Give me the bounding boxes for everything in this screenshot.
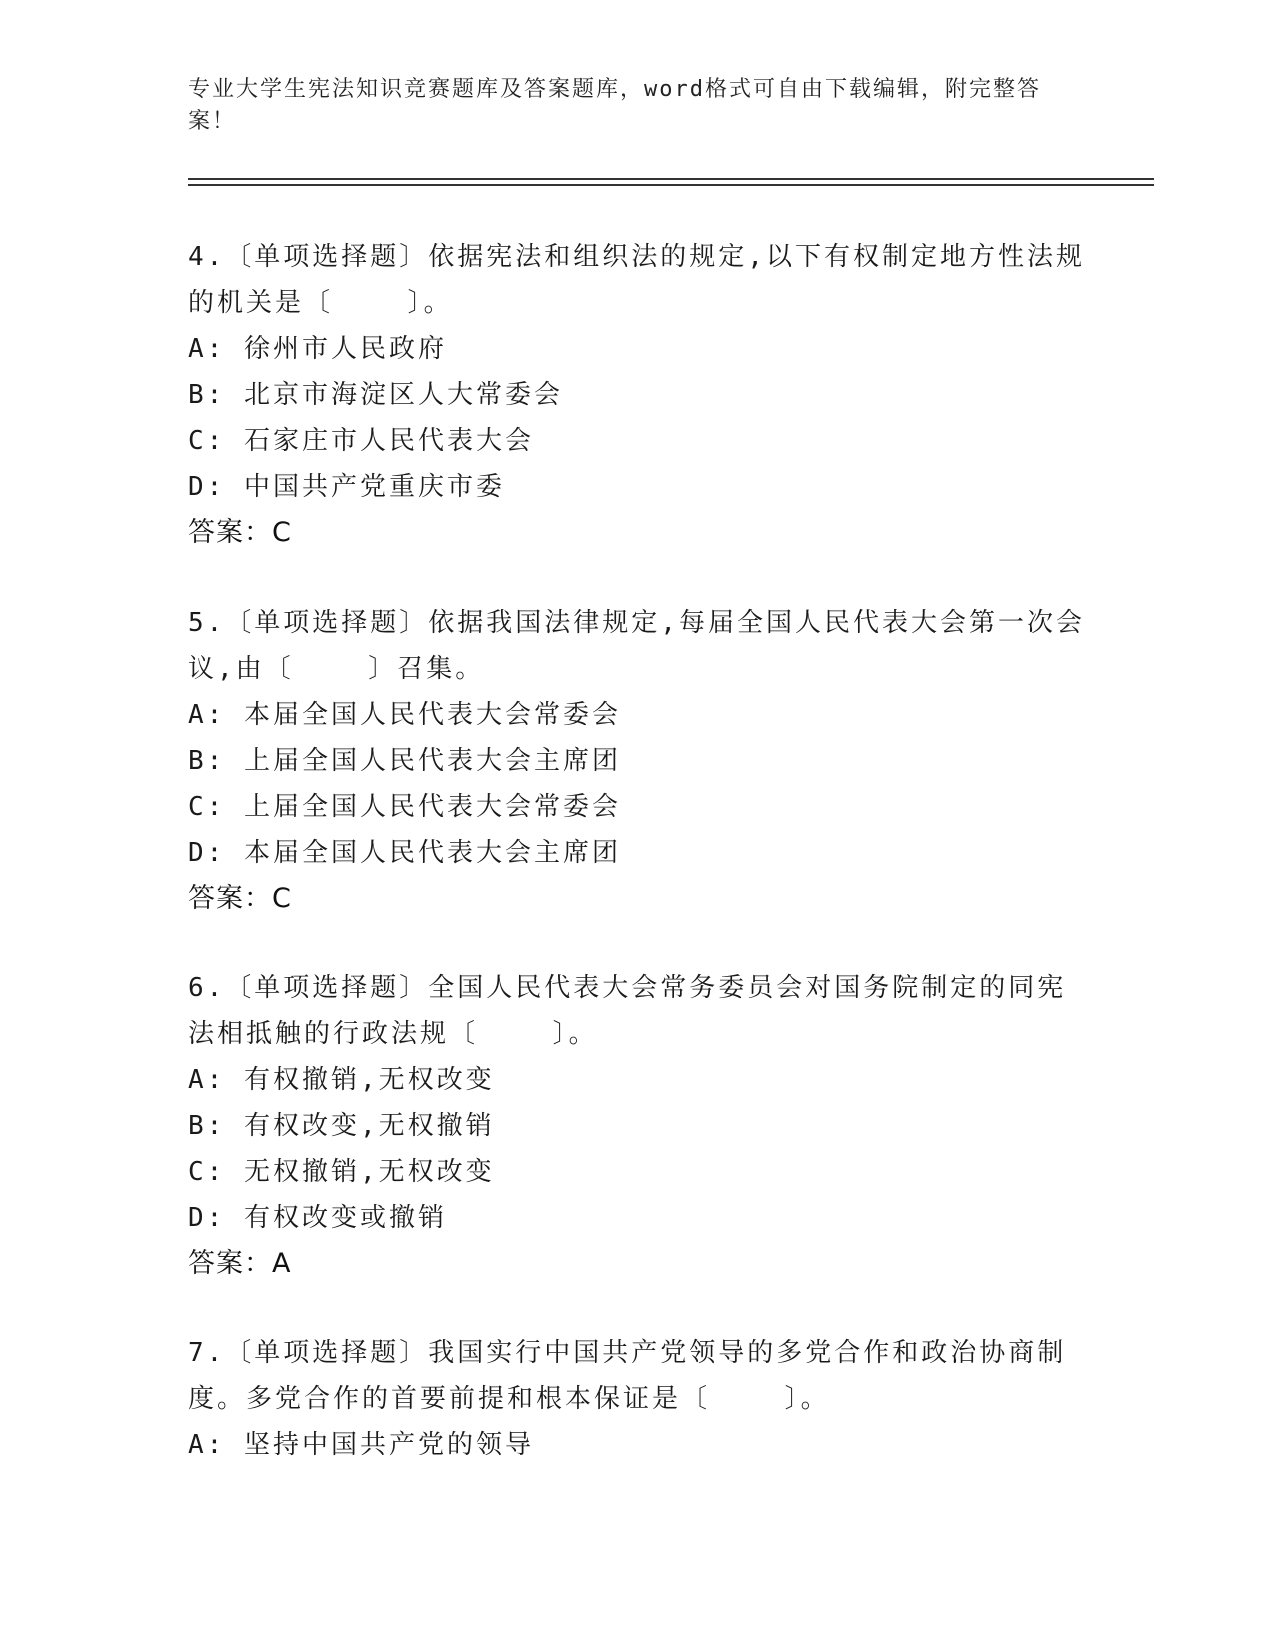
option-a: A: 坚持中国共产党的领导 [188, 1430, 534, 1460]
option-b: B: 有权改变,无权撤销 [188, 1111, 495, 1141]
option-d: D: 中国共产党重庆市委 [188, 472, 505, 502]
header-divider-top [188, 178, 1154, 180]
option-c: C: 上届全国人民代表大会常委会 [188, 792, 621, 822]
header-line-1: 专业大学生宪法知识竞赛题库及答案题库，word格式可自由下载编辑，附完整答 [188, 77, 1041, 102]
header-divider-bottom [188, 184, 1154, 186]
option-a: A: 本届全国人民代表大会常委会 [188, 700, 621, 730]
question-stem-continued: 的机关是〔 〕。 [188, 288, 453, 318]
question-stem: 4.〔单项选择题〕依据宪法和组织法的规定,以下有权制定地方性法规 [188, 242, 1085, 272]
answer-label: 答案：C [188, 883, 292, 914]
question-stem-continued: 法相抵触的行政法规〔 〕。 [188, 1019, 598, 1049]
question-stem-continued: 度。多党合作的首要前提和根本保证是〔 〕。 [188, 1384, 830, 1414]
option-b: B: 北京市海淀区人大常委会 [188, 380, 563, 410]
option-c: C: 无权撤销,无权改变 [188, 1157, 495, 1187]
question-6 [188, 965, 1088, 1287]
question-stem: 5.〔单项选择题〕依据我国法律规定,每届全国人民代表大会第一次会 [188, 608, 1085, 638]
question-stem: 6.〔单项选择题〕全国人民代表大会常务委员会对国务院制定的同宪 [188, 973, 1067, 1003]
question-stem: 7.〔单项选择题〕我国实行中国共产党领导的多党合作和政治协商制 [188, 1338, 1067, 1368]
answer-label: 答案：C [188, 517, 292, 548]
option-b: B: 上届全国人民代表大会主席团 [188, 746, 621, 776]
question-stem-continued: 议,由〔 〕召集。 [188, 654, 485, 684]
question-4 [188, 234, 1088, 556]
option-d: D: 有权改变或撤销 [188, 1203, 447, 1233]
header-line-2: 案！ [188, 109, 237, 134]
option-c: C: 石家庄市人民代表大会 [188, 426, 534, 456]
question-7 [188, 1330, 1088, 1468]
answer-label: 答案：A [188, 1248, 292, 1279]
option-a: A: 徐州市人民政府 [188, 334, 447, 364]
option-a: A: 有权撤销,无权改变 [188, 1065, 495, 1095]
option-d: D: 本届全国人民代表大会主席团 [188, 838, 621, 868]
document-header [188, 74, 1068, 138]
question-5 [188, 600, 1088, 922]
